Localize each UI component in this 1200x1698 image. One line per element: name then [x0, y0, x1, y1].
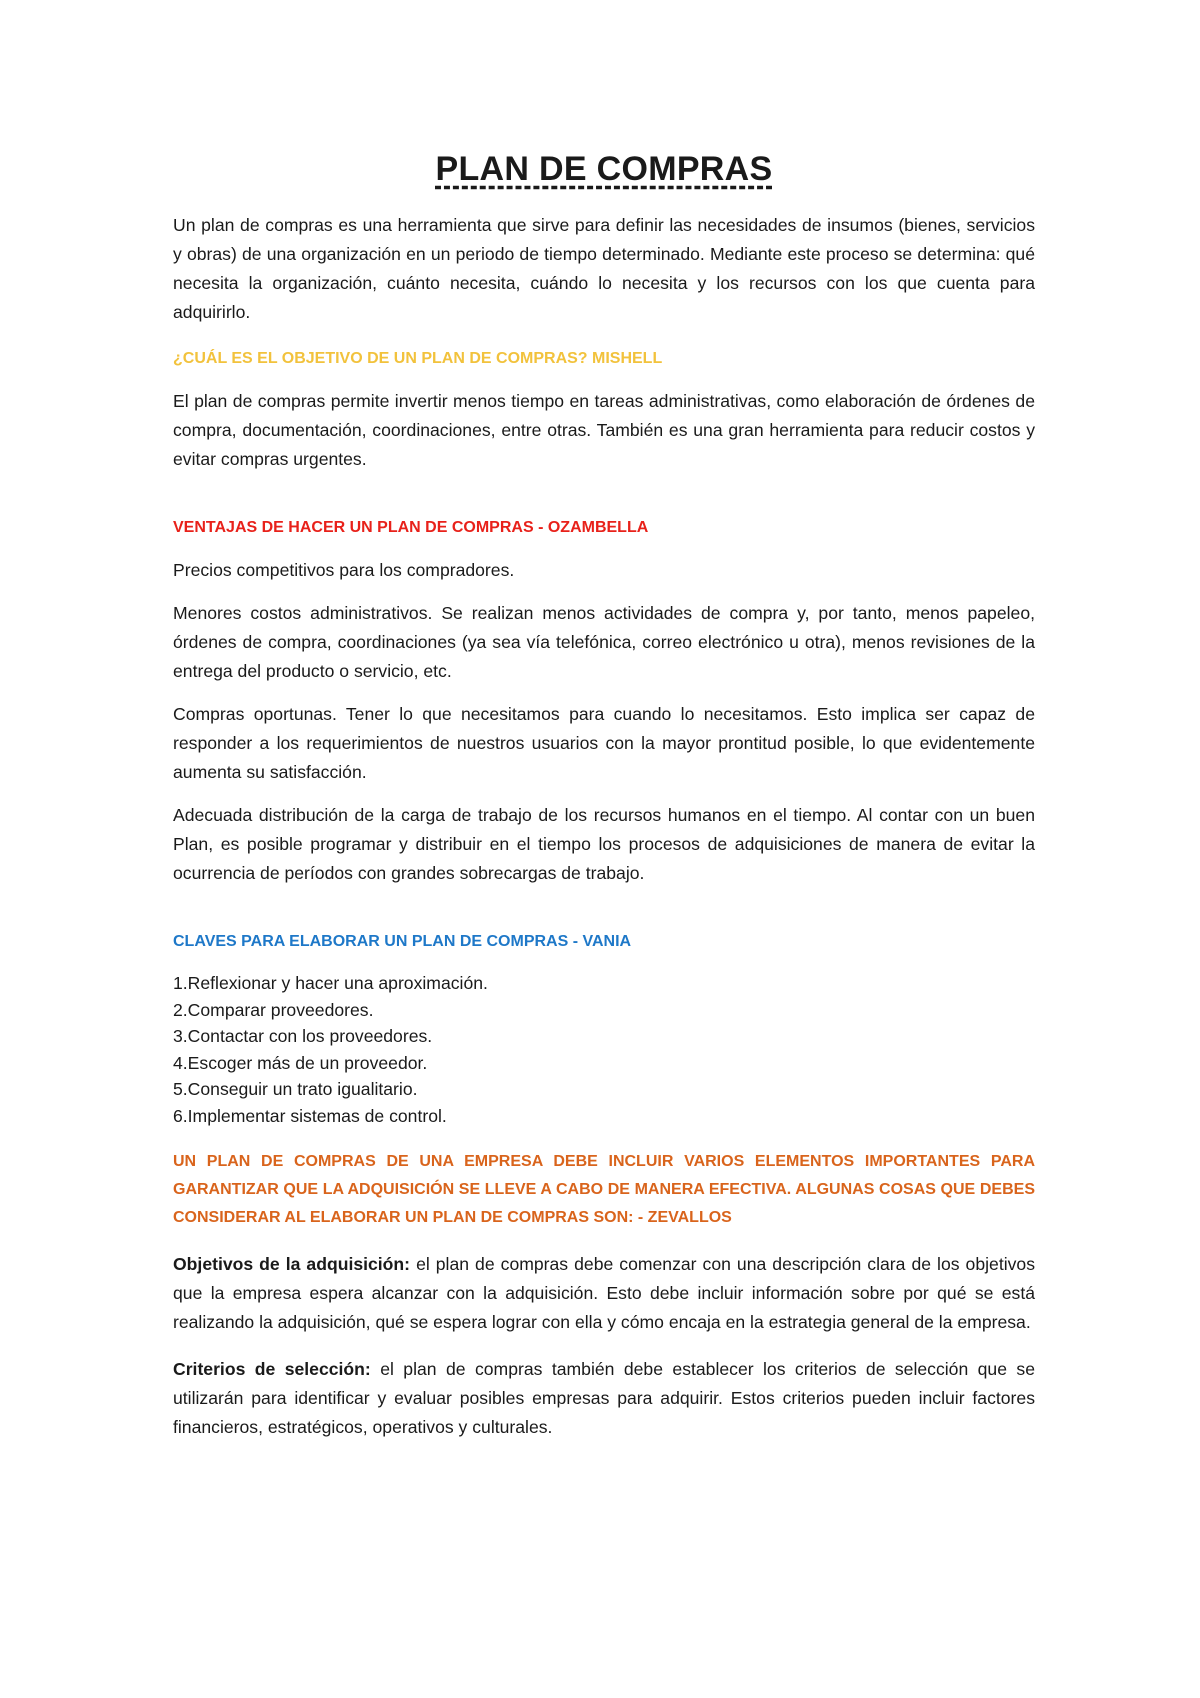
section-heading-ventajas: VENTAJAS DE HACER UN PLAN DE COMPRAS - OZAMBELLA: [173, 519, 649, 536]
section-heading-claves: CLAVES PARA ELABORAR UN PLAN DE COMPRAS - VANIA: [173, 933, 632, 950]
section-heading-objetivo: ¿CUÁL ES EL OBJETIVO DE UN PLAN DE COMPRAS? MISHELL: [173, 350, 663, 367]
elemento-paragraph: [173, 1355, 1035, 1442]
list-item: 6.Implementar sistemas de control.: [173, 1105, 447, 1126]
ventajas-paragraph: Precios competitivos para los compradores.: [173, 560, 515, 580]
objetivo-paragraph: El plan de compras permite invertir menos tiempo en tareas administrativas, como elaboración de órdenes de compra, documentación, coordinaciones, entre otras. También es una gran herramienta para reducir costos y evitar compras urgentes.: [173, 391, 1035, 469]
elemento-label: Criterios de selección:: [173, 1358, 371, 1379]
intro-paragraph: Un plan de compras es una herramienta que sirve para definir las necesidades de insumos (bienes, servicios y obras) de una organización en un periodo de tiempo determinado. Mediante este proceso se determina: qué necesita la organización, cuánto necesita, cuándo lo necesita y los recursos con los que cuenta para adquirirlo.: [173, 215, 1035, 322]
ventajas-paragraph: Menores costos administrativos. Se realizan menos actividades de compra y, por tanto, menos papeleo, órdenes de compra, coordinaciones (ya sea vía telefónica, correo electrónico u otra), menos revisiones de la entrega del producto o servicio, etc.: [173, 603, 1035, 681]
elemento-label: Objetivos de la adquisición:: [173, 1253, 411, 1274]
claves-list: [173, 970, 1035, 1130]
elemento-text: el plan de compras debe comenzar con una descripción clara de los objetivos que la empresa espera alcanzar con la adquisición. Esto debe incluir información sobre por qué se está realizando la adquisición, qué se espera lograr con ella y cómo encaja en la estrategia general de la empresa.: [173, 1253, 1035, 1332]
page-title: PLAN DE COMPRAS: [435, 150, 773, 188]
ventajas-paragraph: Compras oportunas. Tener lo que necesitamos para cuando lo necesitamos. Esto implica ser capaz de responder a los requerimientos de nuestros usuarios con la mayor prontitud posible, lo que evidentemente aumenta su satisfacción.: [173, 704, 1035, 782]
list-item: 1.Reflexionar y hacer una aproximación.: [173, 973, 488, 993]
ventajas-paragraph: Adecuada distribución de la carga de trabajo de los recursos humanos en el tiempo. Al contar con un buen Plan, es posible programar y distribuir en el tiempo los procesos de adquisiciones de manera de evitar la ocurrencia de períodos con grandes sobrecargas de trabajo.: [173, 805, 1035, 883]
section-heading-elementos: UN PLAN DE COMPRAS DE UNA EMPRESA DEBE INCLUIR VARIOS ELEMENTOS IMPORTANTES PARA GARANTIZAR QUE LA ADQUISICIÓN SE LLEVE A CABO DE MANERA EFECTIVA. ALGUNAS COSAS QUE DEBES CONSIDERAR AL ELABORAR UN PLAN DE COMPRAS SON: - ZEVALLOS: [173, 1152, 1035, 1226]
elemento-paragraph: [173, 1250, 1035, 1337]
list-item: 5.Conseguir un trato igualitario.: [173, 1079, 418, 1100]
list-item: 3.Contactar con los proveedores.: [173, 1026, 433, 1047]
list-item: 2.Comparar proveedores.: [173, 999, 374, 1020]
elemento-text: el plan de compras también debe establecer los criterios de selección que se utilizarán para identificar y evaluar posibles empresas para adquirir. Estos criterios pueden incluir factores financieros, estratégicos, operativos y culturales.: [173, 1358, 1036, 1437]
list-item: 4.Escoger más de un proveedor.: [173, 1052, 428, 1073]
